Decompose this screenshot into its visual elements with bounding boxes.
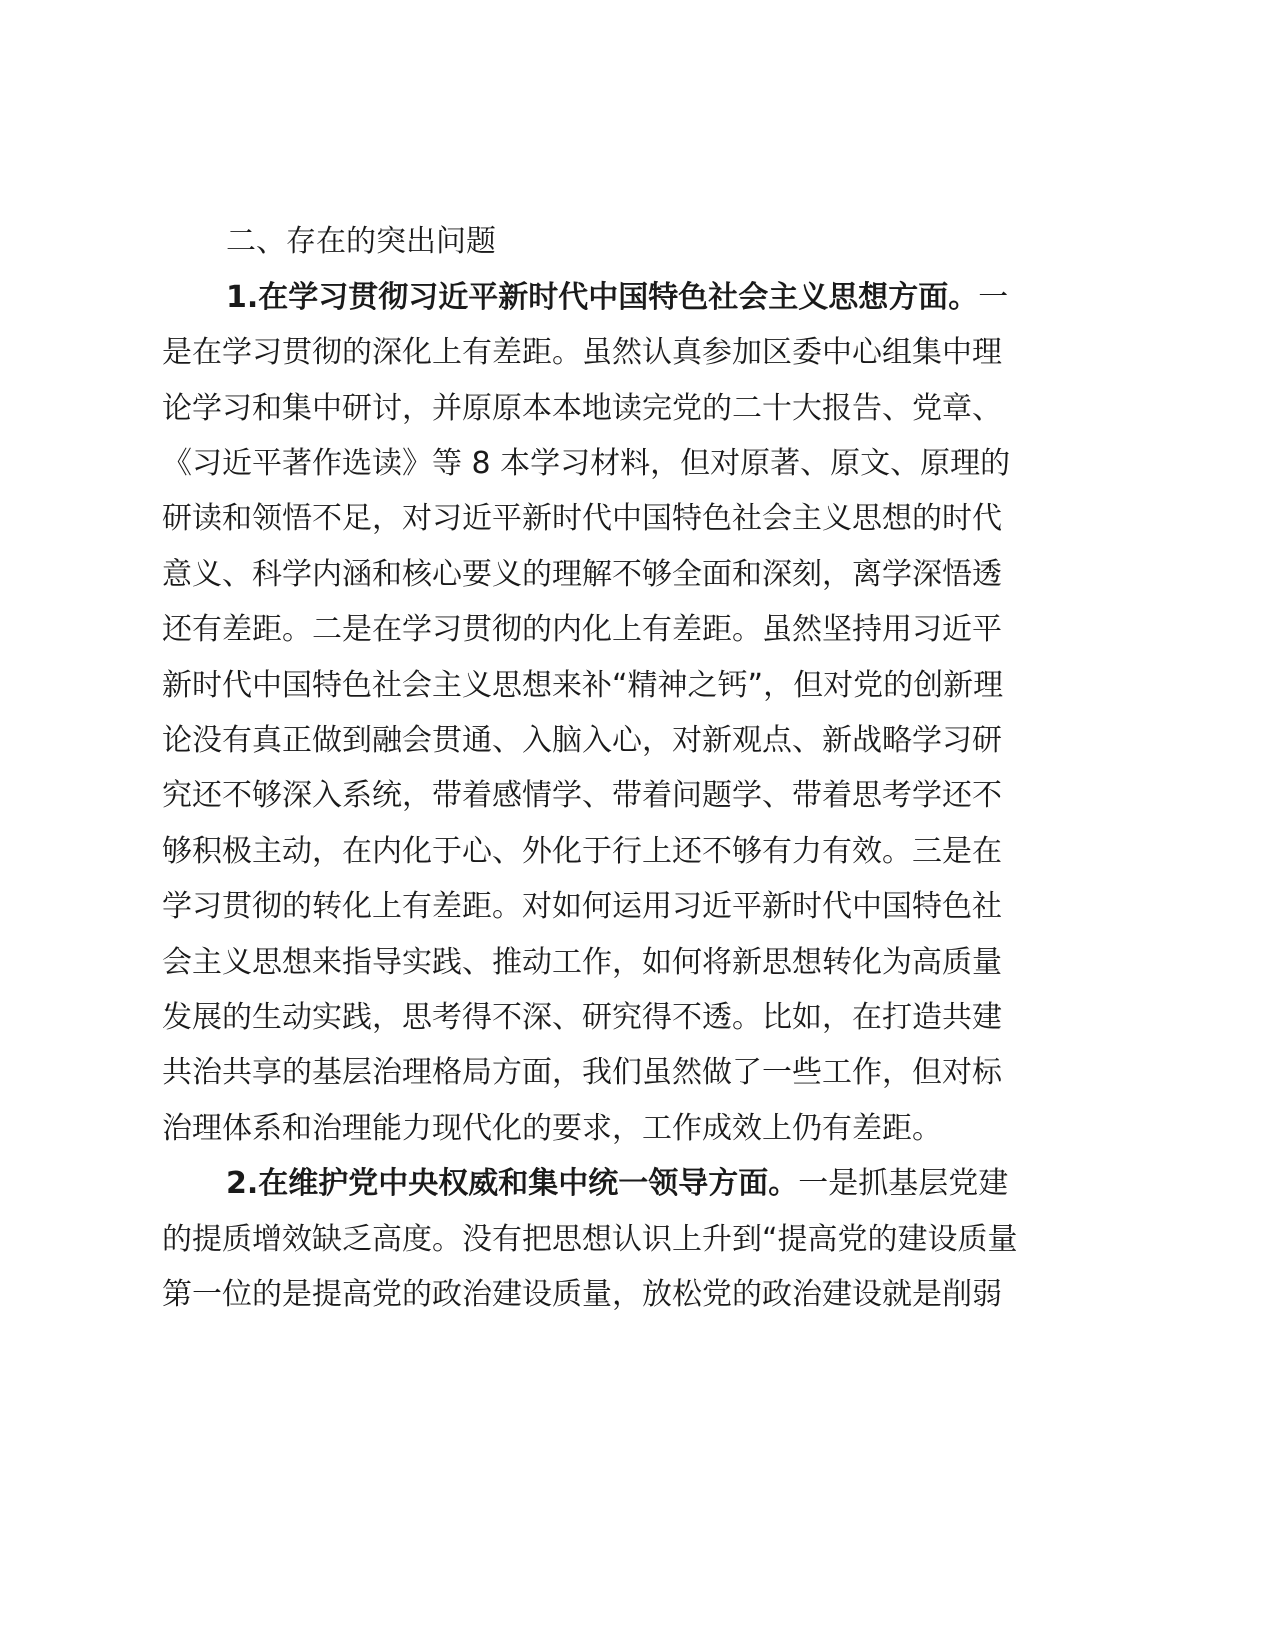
- point2-first-line: [226, 1164, 1008, 1204]
- point1-line-6: 还有差距。二是在学习贯彻的内化上有差距。虽然坚持用习近平: [162, 612, 1002, 647]
- point1-line-8: 论没有真正做到融会贯通、入脑入心，对新观点、新战略学习研: [162, 723, 1002, 758]
- point1-line-15: 治理体系和治理能力现代化的要求，工作成效上仍有差距。: [162, 1111, 942, 1146]
- point1-line-5: 意义、科学内涵和核心要义的理解不够全面和深刻，离学深悟透: [162, 557, 1002, 592]
- point1-first-line: [226, 278, 1008, 318]
- point1-line-0: 一: [978, 280, 1009, 315]
- point2-title: 2.在维护党中央权威和集中统一领导方面。: [226, 1166, 799, 1201]
- point1-line-10: 够积极主动，在内化于心、外化于行上还不够有力有效。三是在: [162, 834, 1002, 869]
- point2-line-0: 一是抓基层党建: [798, 1166, 1009, 1201]
- point1-line-11: 学习贯彻的转化上有差距。对如何运用习近平新时代中国特色社: [162, 889, 1002, 924]
- point1-line-14: 共治共享的基层治理格局方面，我们虽然做了一些工作，但对标: [162, 1055, 1002, 1090]
- point1-line-12: 会主义思想来指导实践、推动工作，如何将新思想转化为高质量: [162, 945, 1002, 980]
- point1-line-4: 研读和领悟不足，对习近平新时代中国特色社会主义思想的时代: [162, 501, 1002, 536]
- point1-line-1: 是在学习贯彻的深化上有差距。虽然认真参加区委中心组集中理: [162, 335, 1002, 370]
- point2-line-1: 的提质增效缺乏高度。没有把思想认识上升到“提高党的建设质量: [162, 1222, 1018, 1257]
- point2-line-2: 第一位的是提高党的政治建设质量，放松党的政治建设就是削弱: [162, 1277, 1002, 1312]
- point1-line-3: 《习近平著作选读》等 8 本学习材料，但对原著、原文、原理的: [162, 446, 1011, 481]
- point1-line-2: 论学习和集中研讨，并原原本本地读完党的二十大报告、党章、: [162, 391, 1002, 426]
- section-heading: 二、存在的突出问题: [226, 224, 496, 259]
- point1-line-9: 究还不够深入系统，带着感情学、带着问题学、带着思考学还不: [162, 778, 1002, 813]
- point1-title: 1.在学习贯彻习近平新时代中国特色社会主义思想方面。: [226, 280, 979, 315]
- point1-line-13: 发展的生动实践，思考得不深、研究得不透。比如，在打造共建: [162, 1000, 1002, 1035]
- point1-line-7: 新时代中国特色社会主义思想来补“精神之钙”，但对党的创新理: [162, 668, 1004, 703]
